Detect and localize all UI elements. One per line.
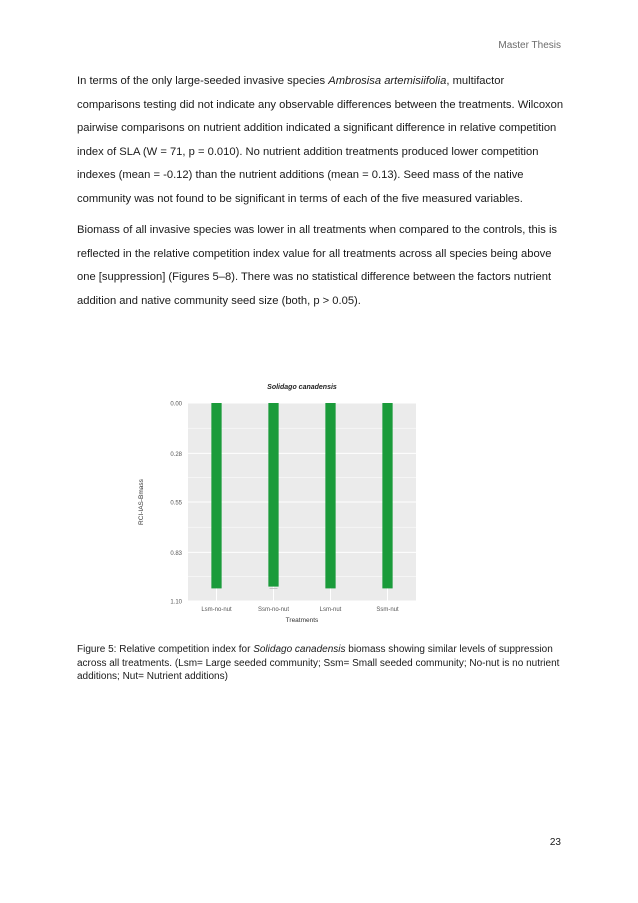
- bar: [211, 403, 221, 588]
- y-tick-label: 1.10: [170, 599, 182, 606]
- x-tick-label: Ssm-nut: [376, 607, 399, 613]
- page-number: 23: [549, 837, 561, 848]
- y-axis-label: RCI-IAS-Bmass: [138, 479, 145, 525]
- running-header: Master Thesis: [498, 40, 561, 51]
- bar-chart: [130, 372, 422, 628]
- y-tick-label: 0.00: [170, 401, 182, 408]
- chart-title: Solidago canadensis: [267, 384, 337, 391]
- bar: [325, 403, 335, 588]
- bar: [382, 403, 392, 588]
- figure-caption: [77, 643, 567, 684]
- y-tick-label: 0.55: [170, 500, 182, 507]
- caption-species: Solidago canadensis: [253, 644, 346, 655]
- x-tick-label: Lsm-nut: [319, 607, 342, 613]
- x-tick-label: Lsm-no-nut: [201, 607, 232, 613]
- paragraph-1-lead: In terms of the only large-seeded invasive species: [77, 75, 329, 87]
- paragraph-ambrosia: [77, 70, 567, 211]
- caption-suffix: biomass showing similar levels of suppression across all treatments. (Lsm= Large seeded community; Ssm= Small seeded community; No-nut is no nutrient additions; Nut= Nutrient additions): [77, 644, 560, 682]
- caption-prefix: Figure 5: Relative competition index for: [77, 644, 254, 655]
- y-tick-label: 0.83: [170, 550, 182, 557]
- paragraph-biomass: Biomass of all invasive species was lower in all treatments when compared to the controls, this is reflected in the relative competition index value for all treatments across all species being above one [suppression] (Figures 5–8). There was no statistical difference between the factors nutrient addition and native community seed size (both, p > 0.05).: [77, 224, 558, 307]
- x-axis-label: Treatments: [285, 617, 319, 624]
- y-tick-label: 0.28: [170, 451, 182, 458]
- figure-5: [130, 372, 422, 628]
- species-name-ambrosia: Ambrosisa artemisiifolia: [328, 75, 447, 87]
- paragraph-1-rest: , multifactor comparisons testing did not indicate any observable differences between the treatments. Wilcoxon pairwise comparisons on nutrient addition indicated a significant difference in relative competition index of SLA (W = 71, p = 0.010). No nutrient addition treatments produced lower competition indexes (mean = -0.12) than the nutrient additions (mean = 0.13). Seed mass of the native community was not found to be significant in terms of each of the five measured variables.: [77, 75, 564, 205]
- body-text: [77, 70, 567, 321]
- bar: [268, 403, 278, 587]
- x-tick-label: Ssm-no-nut: [257, 607, 290, 613]
